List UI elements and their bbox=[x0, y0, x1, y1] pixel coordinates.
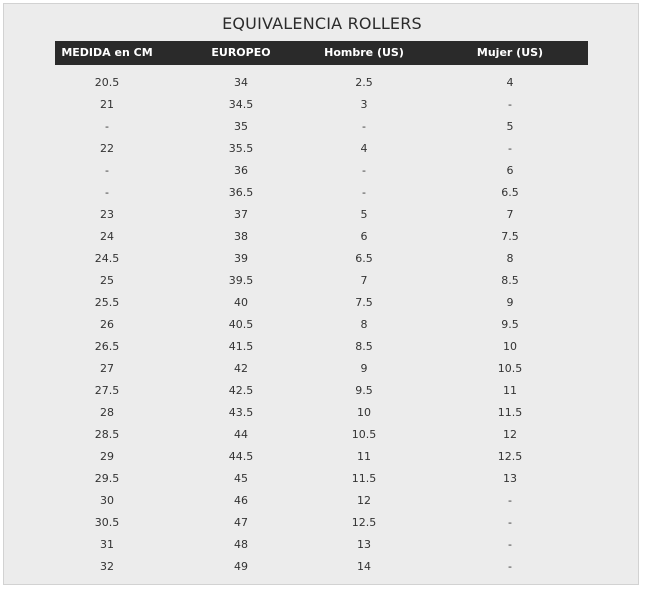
cell-europeo: 40 bbox=[234, 296, 248, 309]
cell-mujer-us: 13 bbox=[503, 472, 517, 485]
table-row bbox=[4, 468, 640, 490]
cell-europeo: 42.5 bbox=[228, 384, 254, 397]
cell-medida-cm: 27 bbox=[100, 362, 114, 375]
cell-medida-cm: 26.5 bbox=[94, 340, 120, 353]
cell-mujer-us: 5 bbox=[506, 120, 514, 133]
table-row bbox=[4, 270, 640, 292]
cell-mujer-us: 8.5 bbox=[501, 274, 519, 287]
cell-medida-cm: 23 bbox=[100, 208, 114, 221]
page-title: EQUIVALENCIA ROLLERS bbox=[222, 14, 422, 33]
table-row bbox=[4, 512, 640, 534]
cell-europeo: 36 bbox=[234, 164, 248, 177]
table-row bbox=[4, 424, 640, 446]
cell-medida-cm: 28 bbox=[100, 406, 114, 419]
size-chart-card bbox=[3, 3, 639, 585]
cell-medida-cm: 24.5 bbox=[94, 252, 120, 265]
cell-medida-cm: 31 bbox=[100, 538, 114, 551]
cell-europeo: 47 bbox=[234, 516, 248, 529]
cell-hombre-us: - bbox=[362, 120, 366, 133]
cell-mujer-us: 7.5 bbox=[501, 230, 519, 243]
cell-mujer-us: - bbox=[508, 560, 512, 573]
table-row bbox=[4, 292, 640, 314]
table-row bbox=[4, 446, 640, 468]
table-row bbox=[4, 556, 640, 578]
column-header-mujer-us: Mujer (US) bbox=[476, 46, 544, 59]
cell-medida-cm: 29 bbox=[100, 450, 114, 463]
cell-europeo: 40.5 bbox=[228, 318, 254, 331]
cell-europeo: 48 bbox=[234, 538, 248, 551]
cell-hombre-us: - bbox=[362, 164, 366, 177]
cell-europeo: 38 bbox=[234, 230, 248, 243]
cell-hombre-us: 4 bbox=[360, 142, 368, 155]
cell-mujer-us: - bbox=[508, 516, 512, 529]
cell-hombre-us: 7 bbox=[360, 274, 368, 287]
table-body bbox=[4, 72, 640, 578]
cell-hombre-us: 8.5 bbox=[355, 340, 373, 353]
table-row bbox=[4, 490, 640, 512]
cell-mujer-us: 6.5 bbox=[501, 186, 519, 199]
table-row bbox=[4, 138, 640, 160]
cell-medida-cm: 28.5 bbox=[94, 428, 120, 441]
cell-europeo: 39.5 bbox=[228, 274, 254, 287]
cell-medida-cm: 22 bbox=[100, 142, 114, 155]
cell-mujer-us: 7 bbox=[506, 208, 514, 221]
table-row bbox=[4, 116, 640, 138]
table-row bbox=[4, 248, 640, 270]
cell-hombre-us: 11 bbox=[357, 450, 371, 463]
cell-europeo: 37 bbox=[234, 208, 248, 221]
table-row bbox=[4, 72, 640, 94]
cell-mujer-us: 11 bbox=[503, 384, 517, 397]
table-row bbox=[4, 314, 640, 336]
cell-medida-cm: 26 bbox=[100, 318, 114, 331]
cell-medida-cm: 29.5 bbox=[94, 472, 120, 485]
cell-medida-cm: 27.5 bbox=[94, 384, 120, 397]
table-header bbox=[55, 41, 588, 65]
cell-mujer-us: 10 bbox=[503, 340, 517, 353]
cell-europeo: 34.5 bbox=[228, 98, 254, 111]
cell-mujer-us: 4 bbox=[506, 76, 514, 89]
cell-hombre-us: 6.5 bbox=[355, 252, 373, 265]
cell-hombre-us: 14 bbox=[357, 560, 371, 573]
cell-hombre-us: 10.5 bbox=[351, 428, 377, 441]
cell-mujer-us: 6 bbox=[506, 164, 514, 177]
cell-hombre-us: 9 bbox=[360, 362, 368, 375]
cell-medida-cm: 30 bbox=[100, 494, 114, 507]
cell-hombre-us: 8 bbox=[360, 318, 368, 331]
cell-medida-cm: 20.5 bbox=[94, 76, 120, 89]
cell-medida-cm: 24 bbox=[100, 230, 114, 243]
cell-mujer-us: - bbox=[508, 538, 512, 551]
table-row bbox=[4, 380, 640, 402]
cell-hombre-us: 12.5 bbox=[351, 516, 377, 529]
cell-hombre-us: 13 bbox=[357, 538, 371, 551]
cell-europeo: 44 bbox=[234, 428, 248, 441]
table-row bbox=[4, 182, 640, 204]
cell-mujer-us: 11.5 bbox=[497, 406, 523, 419]
table-row bbox=[4, 336, 640, 358]
cell-medida-cm: - bbox=[105, 186, 109, 199]
cell-hombre-us: 6 bbox=[360, 230, 368, 243]
cell-mujer-us: 10.5 bbox=[497, 362, 523, 375]
cell-medida-cm: 21 bbox=[100, 98, 114, 111]
cell-europeo: 44.5 bbox=[228, 450, 254, 463]
table-row bbox=[4, 358, 640, 380]
cell-mujer-us: 12 bbox=[503, 428, 517, 441]
cell-medida-cm: - bbox=[105, 164, 109, 177]
cell-hombre-us: 9.5 bbox=[355, 384, 373, 397]
cell-europeo: 35.5 bbox=[228, 142, 254, 155]
cell-hombre-us: - bbox=[362, 186, 366, 199]
cell-mujer-us: 12.5 bbox=[497, 450, 523, 463]
cell-europeo: 46 bbox=[234, 494, 248, 507]
table-row bbox=[4, 160, 640, 182]
cell-hombre-us: 3 bbox=[360, 98, 368, 111]
cell-hombre-us: 12 bbox=[357, 494, 371, 507]
column-header-medida-cm: MEDIDA en CM bbox=[61, 46, 153, 59]
cell-medida-cm: 25 bbox=[100, 274, 114, 287]
cell-hombre-us: 7.5 bbox=[355, 296, 373, 309]
cell-mujer-us: 8 bbox=[506, 252, 514, 265]
table-row bbox=[4, 402, 640, 424]
cell-mujer-us: 9.5 bbox=[501, 318, 519, 331]
cell-europeo: 42 bbox=[234, 362, 248, 375]
table-row bbox=[4, 534, 640, 556]
cell-europeo: 49 bbox=[234, 560, 248, 573]
cell-europeo: 41.5 bbox=[228, 340, 254, 353]
cell-europeo: 43.5 bbox=[228, 406, 254, 419]
table-row bbox=[4, 204, 640, 226]
column-header-europeo: EUROPEO bbox=[211, 46, 271, 59]
cell-europeo: 39 bbox=[234, 252, 248, 265]
cell-hombre-us: 11.5 bbox=[351, 472, 377, 485]
cell-europeo: 34 bbox=[234, 76, 248, 89]
cell-mujer-us: 9 bbox=[506, 296, 514, 309]
cell-medida-cm: 30.5 bbox=[94, 516, 120, 529]
table-row bbox=[4, 94, 640, 116]
cell-hombre-us: 2.5 bbox=[355, 76, 373, 89]
cell-medida-cm: - bbox=[105, 120, 109, 133]
cell-europeo: 35 bbox=[234, 120, 248, 133]
table-row bbox=[4, 226, 640, 248]
cell-europeo: 45 bbox=[234, 472, 248, 485]
column-header-hombre-us: Hombre (US) bbox=[324, 46, 404, 59]
cell-mujer-us: - bbox=[508, 494, 512, 507]
cell-mujer-us: - bbox=[508, 98, 512, 111]
cell-hombre-us: 10 bbox=[357, 406, 371, 419]
cell-europeo: 36.5 bbox=[228, 186, 254, 199]
cell-mujer-us: - bbox=[508, 142, 512, 155]
cell-medida-cm: 32 bbox=[100, 560, 114, 573]
cell-hombre-us: 5 bbox=[360, 208, 368, 221]
cell-medida-cm: 25.5 bbox=[94, 296, 120, 309]
